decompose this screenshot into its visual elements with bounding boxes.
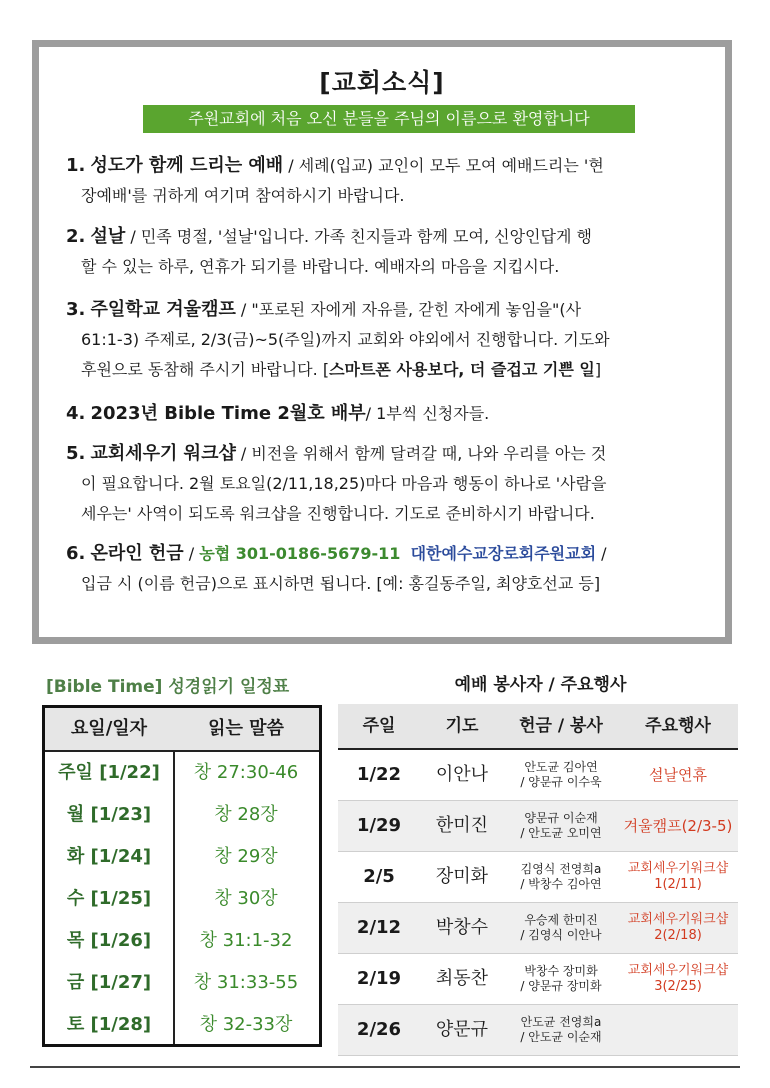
service-schedule-heading: 예배 봉사자 / 주요행사	[454, 675, 627, 695]
offering-cell	[504, 862, 618, 892]
day-cell: 토 [1/28]	[66, 1014, 152, 1035]
offering-line: 안도균 김아연	[524, 760, 598, 774]
item-heading: 주일학교 겨울캠프	[90, 299, 236, 320]
item-text: / "포로된 자에게 자유를, 갇힌 자에게 놓임을"(사	[235, 300, 582, 319]
table-row	[45, 962, 319, 1004]
offering-line: / 안도균 오미연	[520, 826, 602, 840]
bank-account: 농협 301-0186-5679-11	[199, 544, 401, 563]
reading-cell: 창 30장	[214, 888, 278, 909]
news-item-2	[66, 222, 742, 282]
prayer-cell: 한미진	[435, 815, 489, 836]
item-text: / 세례(입교) 교인이 모두 모여 예배드리는 '현	[283, 156, 604, 175]
item-text: 세우는' 사역이 되도록 워크샵을 진행합니다. 기도로 준비하시기 바랍니다.	[81, 504, 595, 523]
offering-line: / 안도균 이순재	[520, 1030, 602, 1044]
event-line: 교회세우기워크샵	[627, 912, 729, 927]
date-cell: 2/5	[363, 866, 395, 887]
day-cell: 주일 [1/22]	[58, 762, 160, 783]
header-day: 요일/일자	[70, 718, 148, 739]
reading-cell: 창 29장	[214, 846, 278, 867]
news-title: [교회소식]	[319, 68, 445, 97]
item-number: 1.	[66, 155, 86, 176]
item-heading: 2023년 Bible Time 2월호 배부	[90, 403, 366, 424]
offering-line: 우승제 한미진	[524, 913, 598, 927]
offering-cell	[504, 1015, 618, 1045]
table-row	[45, 836, 319, 878]
news-item-5	[66, 439, 742, 529]
table-row	[338, 1005, 738, 1056]
header-prayer: 기도	[445, 716, 479, 736]
item-emphasis: 스마트폰 사용보다, 더 즐겁고 기쁜 일	[329, 360, 595, 379]
item-text: / 비전을 위해서 함께 달려갈 때, 나와 우리를 아는 것	[235, 444, 607, 463]
item-text-part: ]	[594, 360, 602, 379]
item-text: 입금 시 (이름 헌금)으로 표시하면 됩니다. [예: 홍길동주일, 최양호선교 등]	[81, 574, 601, 593]
event-cell	[618, 912, 738, 944]
day-cell: 목 [1/26]	[66, 930, 152, 951]
account-holder: 대한예수교장로회주원교회	[410, 544, 597, 563]
offering-line: / 양문규 장미화	[520, 979, 602, 993]
offering-line: / 박창수 김아연	[520, 877, 602, 891]
reading-cell: 창 31:1-32	[199, 930, 293, 951]
event-line: 1(2/11)	[654, 877, 702, 892]
table-row	[45, 1004, 319, 1046]
prayer-cell: 양문규	[435, 1019, 489, 1040]
table-row	[45, 794, 319, 836]
item-number: 6.	[66, 543, 86, 564]
item-text: / 1부씩 신청자들.	[365, 404, 490, 423]
header-events: 주요행사	[645, 716, 711, 736]
date-cell: 1/29	[356, 815, 402, 836]
church-news-box	[32, 40, 732, 644]
table-row	[45, 920, 319, 962]
header-reading: 읽는 말씀	[208, 718, 284, 739]
day-cell: 수 [1/25]	[66, 888, 152, 909]
table-row	[338, 954, 738, 1005]
bible-schedule-heading: [Bible Time] 성경읽기 일정표	[46, 677, 290, 697]
item-number: 4.	[66, 403, 86, 424]
item-heading: 설날	[90, 226, 126, 247]
reading-cell: 창 32-33장	[199, 1014, 293, 1035]
prayer-cell: 장미화	[435, 866, 489, 887]
item-heading: 성도가 함께 드리는 예배	[90, 155, 284, 176]
news-item-6	[66, 539, 742, 599]
item-number: 3.	[66, 299, 86, 320]
item-text: 할 수 있는 하루, 연휴가 되기를 바랍니다. 예배자의 마음을 지킵시다.	[81, 257, 560, 276]
news-item-3	[66, 295, 742, 385]
table-row	[338, 852, 738, 903]
header-date: 주일	[362, 716, 396, 736]
header-offering: 헌금 / 봉사	[519, 716, 603, 736]
offering-cell	[504, 811, 618, 841]
item-text: /	[183, 544, 200, 563]
event-line: 교회세우기워크샵	[627, 861, 729, 876]
offering-line: 양문규 이순재	[524, 811, 598, 825]
offering-line: 안도균 전영희a	[520, 1015, 602, 1029]
reading-cell: 창 28장	[214, 804, 278, 825]
event-cell: 겨울캠프(2/3-5)	[623, 817, 733, 835]
item-text: /	[596, 544, 607, 563]
day-cell: 화 [1/24]	[66, 846, 152, 867]
item-text: 61:1-3) 주제로, 2/3(금)~5(주일)까지 교회와 야외에서 진행합니다. 기도와	[81, 330, 610, 349]
day-cell: 금 [1/27]	[66, 972, 152, 993]
item-number: 2.	[66, 226, 86, 247]
event-line: 교회세우기워크샵	[627, 963, 729, 978]
offering-line: 김영식 전영희a	[520, 862, 602, 876]
item-text	[66, 355, 742, 385]
event-cell	[618, 861, 738, 893]
news-item-1	[66, 151, 742, 211]
item-text: 장예배'를 귀하게 여기며 참여하시기 바랍니다.	[81, 186, 405, 205]
offering-line: / 김영식 이안나	[520, 928, 602, 942]
item-text	[400, 544, 410, 563]
welcome-banner: 주원교회에 처음 오신 분들을 주님의 이름으로 환영합니다	[143, 105, 635, 133]
table-row	[45, 752, 319, 794]
item-text-part: 후원으로 동참해 주시기 바랍니다. [	[81, 360, 330, 379]
event-cell: 설날연휴	[649, 766, 707, 784]
table-header	[45, 708, 319, 752]
date-cell: 2/12	[356, 917, 402, 938]
table-row	[338, 903, 738, 954]
event-line: 3(2/25)	[654, 979, 702, 994]
offering-cell	[504, 760, 618, 790]
news-item-4	[66, 399, 742, 429]
date-cell: 2/19	[356, 968, 402, 989]
offering-cell	[504, 913, 618, 943]
item-number: 5.	[66, 443, 86, 464]
bottom-divider	[30, 1066, 740, 1068]
table-row	[338, 801, 738, 852]
offering-line: 박창수 장미화	[524, 964, 598, 978]
event-line: 2(2/18)	[654, 928, 702, 943]
item-heading: 온라인 헌금	[90, 543, 184, 564]
day-cell: 월 [1/23]	[66, 804, 152, 825]
bible-schedule-table	[42, 705, 322, 1047]
reading-cell: 창 27:30-46	[193, 762, 299, 783]
offering-cell	[504, 964, 618, 994]
prayer-cell: 박창수	[435, 917, 489, 938]
prayer-cell: 이안나	[435, 764, 489, 785]
table-row	[45, 878, 319, 920]
date-cell: 2/26	[356, 1019, 402, 1040]
offering-line: / 양문규 이수욱	[520, 775, 602, 789]
reading-cell: 창 31:33-55	[193, 972, 299, 993]
date-cell: 1/22	[356, 764, 402, 785]
service-schedule-table	[338, 704, 738, 1056]
item-heading: 교회세우기 워크샵	[90, 443, 236, 464]
item-text: / 민족 명절, '설날'입니다. 가족 친지들과 함께 모여, 신앙인답게 행	[125, 227, 592, 246]
event-cell	[618, 963, 738, 995]
item-text: 이 필요합니다. 2월 토요일(2/11,18,25)마다 마음과 행동이 하나로 '사람을	[81, 474, 607, 493]
table-header	[338, 704, 738, 750]
table-row	[338, 750, 738, 801]
prayer-cell: 최동찬	[435, 968, 489, 989]
